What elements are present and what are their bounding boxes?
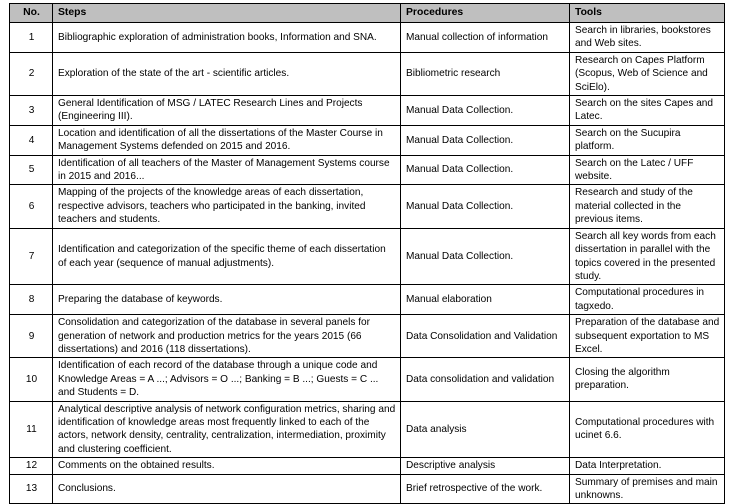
cell-tools: Closing the algorithm preparation. [570,358,725,401]
table-row [10,52,725,95]
cell-steps: Location and identification of all the dissertations of the Master Course in Management Systems defended on 2015 and 2016. [53,125,401,155]
table-body [10,23,725,504]
cell-tools: Search on the Sucupira platform. [570,125,725,155]
cell-tools: Summary of premises and main unknowns. [570,474,725,504]
cell-tools: Data Interpretation. [570,458,725,474]
table-row [10,458,725,474]
table-row [10,155,725,185]
cell-steps: Conclusions. [53,474,401,504]
cell-number: 1 [10,23,53,53]
cell-steps: Comments on the obtained results. [53,458,401,474]
cell-steps: Mapping of the projects of the knowledge areas of each dissertation, respective advisors, teachers who participated in the banking, invited teachers and students. [53,185,401,228]
cell-tools: Computational procedures in tagxedo. [570,285,725,315]
cell-procedures: Data consolidation and validation [401,358,570,401]
cell-steps: Preparing the database of keywords. [53,285,401,315]
cell-number: 3 [10,96,53,126]
cell-tools: Research and study of the material collected in the previous items. [570,185,725,228]
column-header-tools: Tools [570,4,725,23]
cell-tools: Computational procedures with ucinet 6.6. [570,401,725,458]
cell-number: 4 [10,125,53,155]
table-row [10,125,725,155]
cell-number: 2 [10,52,53,95]
cell-steps: Bibliographic exploration of administration books, Information and SNA. [53,23,401,53]
cell-procedures: Manual Data Collection. [401,96,570,126]
table-row [10,285,725,315]
table-row [10,401,725,458]
table-row [10,474,725,504]
table-row [10,185,725,228]
cell-number: 10 [10,358,53,401]
cell-procedures: Bibliometric research [401,52,570,95]
cell-number: 9 [10,315,53,358]
column-header-procedures: Procedures [401,4,570,23]
table-row [10,96,725,126]
cell-procedures: Data analysis [401,401,570,458]
cell-steps: Identification and categorization of the specific theme of each dissertation of each year (sequence of manual adjustments). [53,228,401,285]
cell-tools: Search in libraries, bookstores and Web sites. [570,23,725,53]
table-header-row [10,4,725,23]
cell-procedures: Manual Data Collection. [401,228,570,285]
cell-number: 8 [10,285,53,315]
cell-steps: Identification of all teachers of the Master of Management Systems course in 2015 and 2016... [53,155,401,185]
cell-steps: Exploration of the state of the art - scientific articles. [53,52,401,95]
research-steps-table-container [9,3,724,504]
table-row [10,23,725,53]
table-row [10,228,725,285]
cell-procedures: Manual Data Collection. [401,155,570,185]
cell-procedures: Manual collection of information [401,23,570,53]
cell-procedures: Data Consolidation and Validation [401,315,570,358]
cell-tools: Preparation of the database and subsequent exportation to MS Excel. [570,315,725,358]
column-header-steps: Steps [53,4,401,23]
cell-steps: General Identification of MSG / LATEC Research Lines and Projects (Engineering III). [53,96,401,126]
column-header-no: No. [10,4,53,23]
cell-procedures: Manual Data Collection. [401,125,570,155]
cell-tools: Search on the sites Capes and Latec. [570,96,725,126]
cell-number: 6 [10,185,53,228]
cell-number: 7 [10,228,53,285]
cell-steps: Identification of each record of the database through a unique code and Knowledge Areas = A ...; Advisors = O ...; Banking = B ...; Guests = C ... and Students = D. [53,358,401,401]
table-row [10,358,725,401]
table-row [10,315,725,358]
cell-steps: Consolidation and categorization of the database in several panels for generation of network and production metrics for the years 2015 (66 dissertations) and 2016 (118 dissertations). [53,315,401,358]
table-header [10,4,725,23]
cell-steps: Analytical descriptive analysis of network configuration metrics, sharing and identification of knowledge areas most frequently linked to each of the actors, network density, centrality, centralization, intermediation, proximity and clustering coefficient. [53,401,401,458]
cell-number: 5 [10,155,53,185]
cell-procedures: Manual Data Collection. [401,185,570,228]
cell-tools: Search on the Latec / UFF website. [570,155,725,185]
cell-tools: Search all key words from each dissertation in parallel with the topics covered in the presented study. [570,228,725,285]
cell-procedures: Descriptive analysis [401,458,570,474]
research-steps-table [9,3,725,504]
cell-number: 12 [10,458,53,474]
cell-number: 11 [10,401,53,458]
cell-procedures: Manual elaboration [401,285,570,315]
cell-number: 13 [10,474,53,504]
cell-procedures: Brief retrospective of the work. [401,474,570,504]
cell-tools: Research on Capes Platform (Scopus, Web of Science and SciElo). [570,52,725,95]
